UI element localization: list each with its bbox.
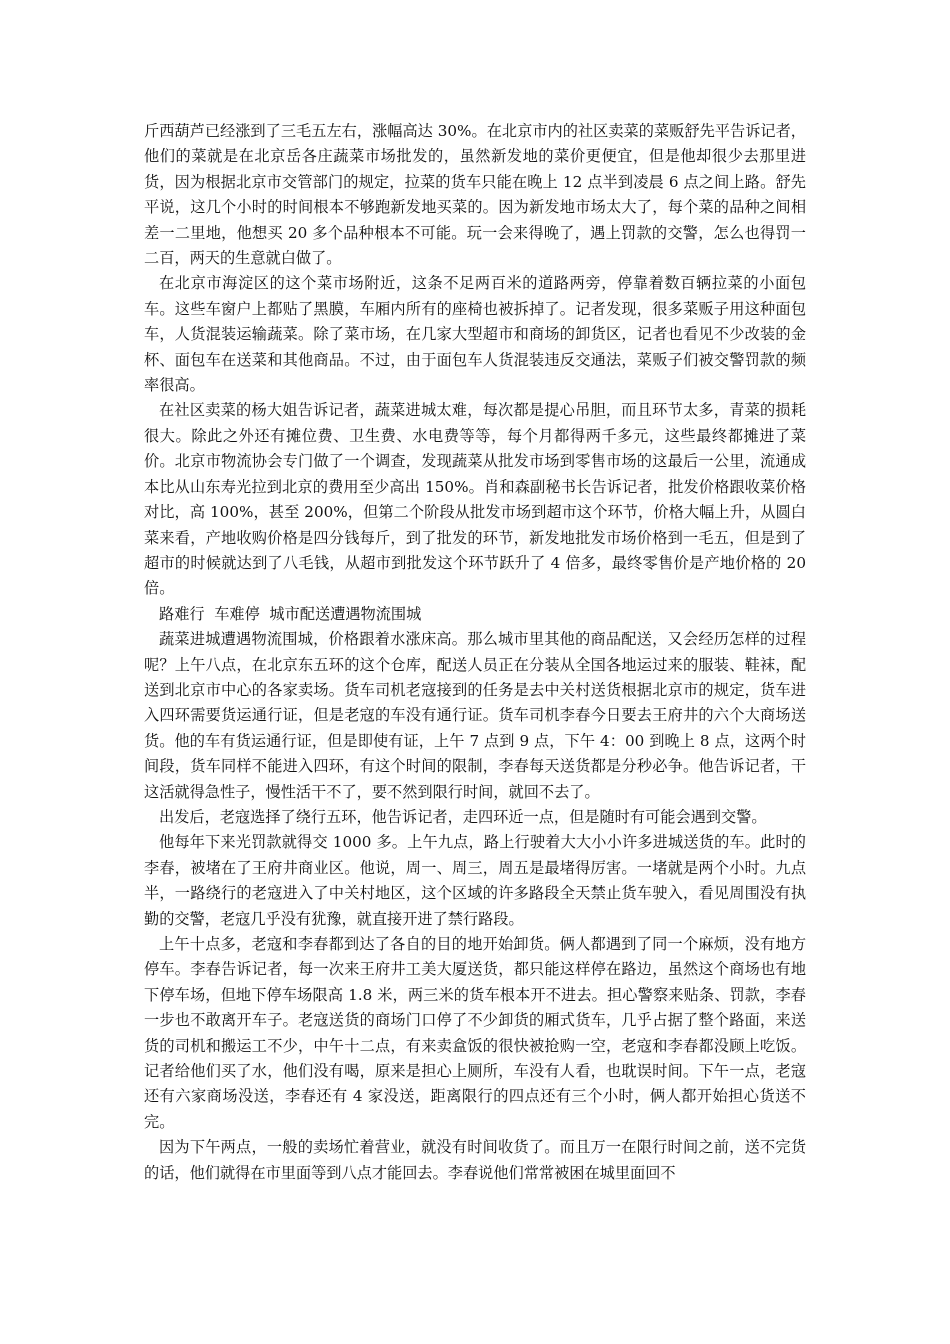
paragraph-6: 他每年下来光罚款就得交 1000 多。上午九点，路上行驶着大大小小许多进城送货的车。此时的李春，被堵在了王府井商业区。他说，周一、周三，周五是最堵得厉害。一堵就是两个小时。九点半，一路绕行的老寇进入了中关村地区，这个区域的许多路段全天禁止货车驶入，看见周围没有执勤的交警，老寇几乎没有犹豫，就直接开进了禁行路段。	[144, 833, 806, 928]
paragraph-2: 在北京市海淀区的这个菜市场附近，这条不足两百米的道路两旁，停靠着数百辆拉菜的小面包车。这些车窗户上都贴了黑膜，车厢内所有的座椅也被拆掉了。记者发现，很多菜贩子用这种面包车，人货混装运输蔬菜。除了菜市场，在几家大型超市和商场的卸货区，记者也看见不少改装的金杯、面包车在送菜和其他商品。不过，由于面包车人货混装违反交通法，菜贩子们被交警罚款的频率很高。	[144, 274, 806, 395]
document-page	[144, 119, 806, 1186]
paragraph-1: 斤西葫芦已经涨到了三毛五左右，涨幅高达 30%。在北京市内的社区卖菜的菜贩舒先平告诉记者，他们的菜就是在北京岳各庄蔬菜市场批发的，虽然新发地的菜价更便宜，但是他却很少去那里进货，因为根据北京市交管部门的规定，拉菜的货车只能在晚上 12 点半到凌晨 6 点之间上路。舒先平说，这几个小时的时间根本不够跑新发地买菜的。因为新发地市场太大了，每个菜的品种之间相差一二里地，他想买 20 多个品种根本不可能。玩一会来得晚了，遇上罚款的交警，怎么也得罚一二百，两天的生意就白做了。	[144, 122, 806, 268]
paragraph-7: 上午十点多，老寇和李春都到达了各自的目的地开始卸货。俩人都遇到了同一个麻烦，没有地方停车。李春告诉记者，每一次来王府井工美大厦送货，都只能这样停在路边，虽然这个商场也有地下停车场，但地下停车场限高 1.8 米，两三米的货车根本开不进去。担心警察来贴条、罚款，李春一步也不敢离开车子。老寇送货的商场门口停了不少卸货的厢式货车，几乎占据了整个路面，来送货的司机和搬运工不少，中午十二点，有来卖盒饭的很快被抢购一空，老寇和李春都没顾上吃饭。记者给他们买了水，他们没有喝，原来是担心上厕所，车没有人看，也耽误时间。下午一点，老寇还有六家商场没送，李春还有 4 家没送，距离限行的四点还有三个小时，俩人都开始担心货送不完。	[144, 935, 806, 1131]
paragraph-4: 蔬菜进城遭遇物流围城，价格跟着水涨床高。那么城市里其他的商品配送，又会经历怎样的过程呢？上午八点，在北京东五环的这个仓库，配送人员正在分装从全国各地运过来的服装、鞋袜，配送到北京市中心的各家卖场。货车司机老寇接到的任务是去中关村送货根据北京市的规定，货车进入四环需要货运通行证，但是老寇的车没有通行证。货车司机李春今日要去王府井的六个大商场送货。他的车有货运通行证，但是即使有证，上午 7 点到 9 点，下午 4：00 到晚上 8 点，这两个时间段，货车同样不能进入四环，有这个时间的限制，李春每天送货都是分秒必争。他告诉记者，干这活就得急性子，慢性活干不了，要不然到限行时间，就回不去了。	[144, 630, 806, 801]
paragraph-3: 在社区卖菜的杨大姐告诉记者，蔬菜进城太难，每次都是提心吊胆，而且环节太多，青菜的损耗很大。除此之外还有摊位费、卫生费、水电费等等，每个月都得两千多元，这些最终都摊进了菜价。北京市物流协会专门做了一个调查，发现蔬菜从批发市场到零售市场的这最后一公里，流通成本比从山东寿光拉到北京的费用至少高出 150%。肖和森副秘书长告诉记者，批发价格跟收菜价格对比，高 100%，甚至 200%，但第二个阶段从批发市场到超市这个环节，价格大幅上升，从圆白菜来看，产地收购价格是四分钱每斤，到了批发的环节，新发地批发市场价格到一毛五，但是到了超市的时候就达到了八毛钱，从超市到批发这个环节跃升了 4 倍多，最终零售价是产地价格的 20 倍。	[144, 401, 806, 598]
paragraph-8: 因为下午两点，一般的卖场忙着营业，就没有时间收货了。而且万一在限行时间之前，送不完货的话，他们就得在市里面等到八点才能回去。李春说他们常常被困在城里面回不	[144, 1138, 806, 1182]
paragraph-5: 出发后，老寇选择了绕行五环，他告诉记者，走四环近一点，但是随时有可能会遇到交警。	[159, 807, 767, 826]
section-heading: 路难行 车难停 城市配送遭遇物流围城	[159, 604, 422, 623]
